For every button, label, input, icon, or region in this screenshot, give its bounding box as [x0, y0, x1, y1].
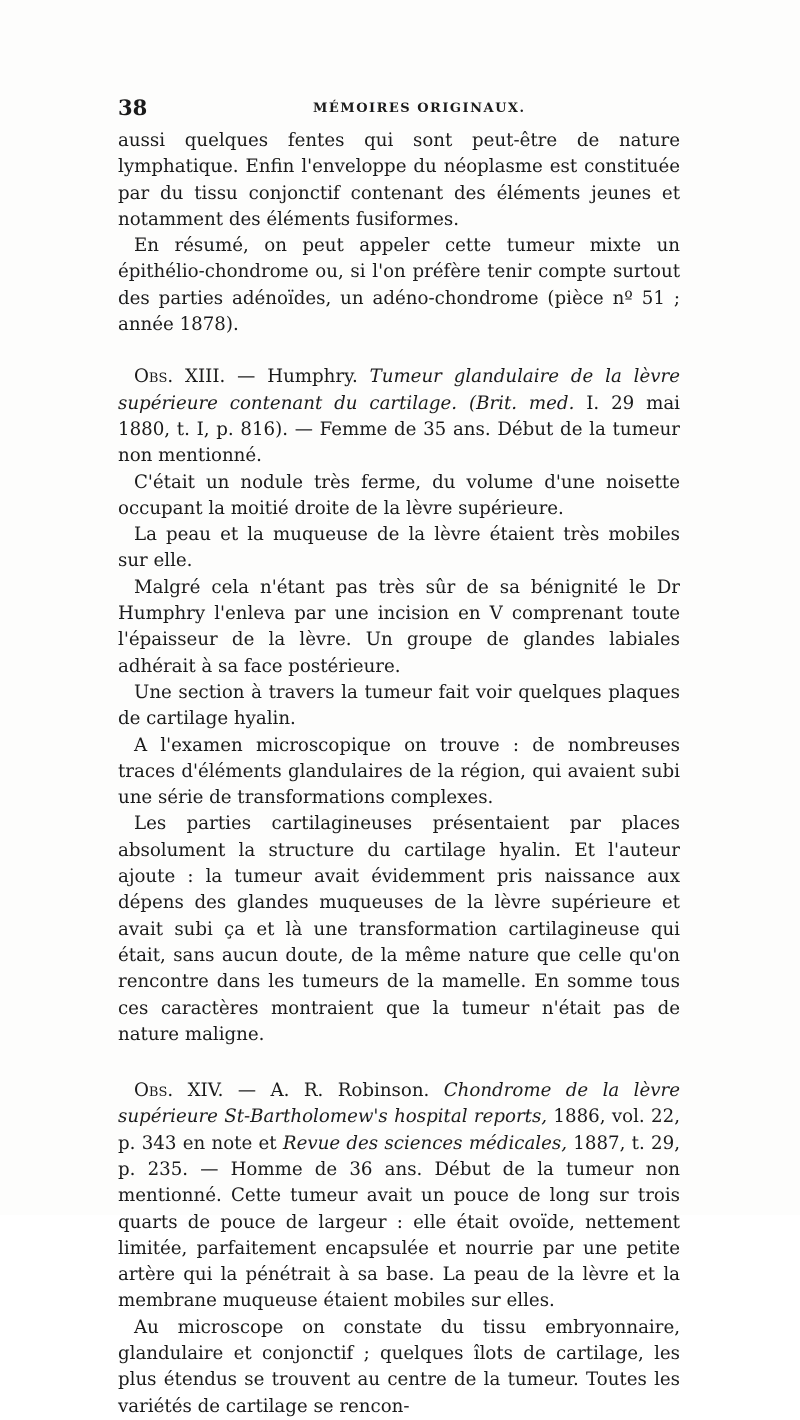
- obs-14-title: Chondrome de la lèvre supérieure St-Bartholomew's hospital reports,: [118, 1080, 680, 1128]
- page-header: [118, 95, 678, 125]
- intro-paragraph-2: En résumé, on peut appeler cette tumeur mixte un épithélio-chondrome ou, si l'on préfère tenir compte surtout des parties adénoïdes, un adéno-chondrome (pièce nº 51 ; année 1878).: [118, 235, 680, 336]
- body-text: [118, 128, 680, 1420]
- obs-13-paragraph-2: La peau et la muqueuse de la lèvre étaient très mobiles sur elle.: [118, 524, 680, 572]
- obs-13-label: Obs. XIII.: [134, 366, 226, 388]
- obs-13-title: Tumeur glandulaire de la lèvre supérieure contenant du cartilage.: [118, 366, 680, 414]
- obs-13-reference: I. 29 mai 1880, t. I, p. 816). — Femme de 35 ans. Début de la tumeur non mentionné.: [118, 392, 681, 467]
- obs-14-paragraph-1: Au microscope on constate du tissu embryonnaire, glandulaire et conjonctif ; quelques îlots de cartilage, les plus étendus se trouvent au centre de la tumeur. Toutes les variétés de cartilage se rencon-: [118, 1316, 680, 1417]
- obs-13-paragraph-3: Malgré cela n'étant pas très sûr de sa bénignité le Dr Humphry l'enleva par une incision en V comprenant toute l'épaisseur de la lèvre. Un groupe de glandes labiales adhérait à sa face postérieure.: [118, 576, 680, 677]
- obs-13-paragraph-1: C'était un nodule très ferme, du volume d'une noisette occupant la moitié droite de la lèvre supérieure.: [118, 471, 680, 519]
- obs-14-author: — A. R. Robinson.: [223, 1080, 444, 1102]
- page-number: 38: [118, 95, 148, 120]
- obs-13-paragraph-5: A l'examen microscopique on trouve : de nombreuses traces d'éléments glandulaires de la région, qui avaient subi une série de transformations complexes.: [118, 734, 680, 809]
- obs-13-journal: (Brit. med.: [468, 392, 587, 414]
- obs-13-paragraph-6: Les parties cartilagineuses présentaient par places absolument la structure du cartilage hyalin. Et l'auteur ajoute : la tumeur avait évidemment pris naissance aux dépens des glandes muqueuses de la lèvre supérieure et avait subi ça et là une transformation cartilagineuse qui était, sans aucun doute, de la même nature que celle qu'on rencontre dans les tumeurs de la mamelle. En somme tous ces caractères montraient que la tumeur n'était pas de nature maligne.: [118, 813, 680, 1045]
- intro-paragraph-1: aussi quelques fentes qui sont peut-être de nature lymphatique. Enfin l'enveloppe du néoplasme est constituée par du tissu conjonctif contenant des éléments jeunes et notamment des éléments fusiformes.: [118, 130, 680, 230]
- obs-13-heading: [118, 364, 680, 469]
- section-spacer: [118, 1048, 680, 1078]
- obs-13-author: — Humphry.: [225, 366, 370, 388]
- obs-14-reference-1: 1886, vol. 22, p. 343 en note et: [118, 1106, 680, 1154]
- obs-14-label: Obs. XIV.: [134, 1080, 224, 1102]
- obs-13-paragraph-4: Une section à travers la tumeur fait voir quelques plaques de cartilage hyalin.: [118, 681, 680, 730]
- section-spacer: [118, 338, 680, 364]
- obs-14-journal: Revue des sciences médicales,: [282, 1132, 568, 1154]
- obs-14-heading: [118, 1078, 680, 1315]
- obs-14-reference-2: 1887, t. 29, p. 235. — Homme de 36 ans. Début de la tumeur non mentionné. Cette tumeur avait un pouce de long sur trois quarts de pouce de largeur : elle était ovoïde, nettement limitée, parfaitement encapsulée et nourrie par une petite artère qui la pénétrait à sa base. La peau de la lèvre et la membrane muqueuse étaient mobiles sur elles.: [118, 1132, 680, 1312]
- running-title: MÉMOIRES ORIGINAUX.: [313, 101, 526, 116]
